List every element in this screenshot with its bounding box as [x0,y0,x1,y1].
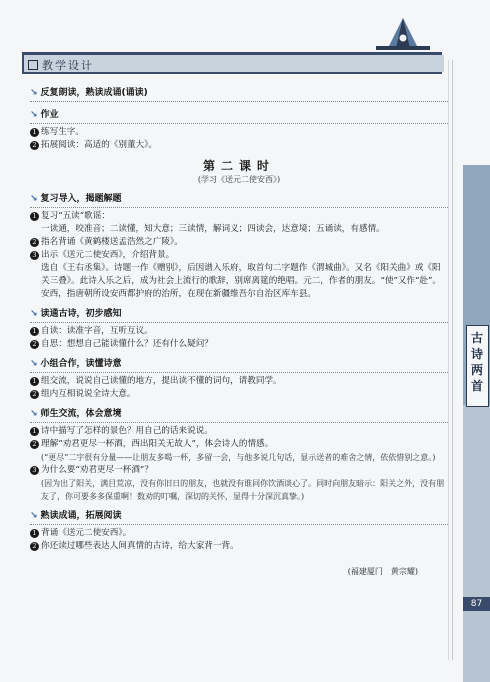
lesson-title: 第二课时 [202,159,275,173]
square-icon [28,60,38,70]
margin-line-inner [448,60,449,660]
list-item [30,425,448,438]
section-title-text: 师生交流，体会意境 [40,409,122,419]
number-badge: 1 [30,427,39,436]
arrow-icon: ↘ [30,359,38,369]
lesson-subtitle: (学习《送元二使安西》) [197,175,281,184]
section-title-text: 作业 [40,110,59,120]
item-note: (“更尽”二字很有分量——让朋友多喝一杯，多留一会，与他多说几句话，显示送者的难舍之情，依依惜别之意。) [41,453,436,462]
number-badge: 3 [30,251,39,260]
margin-line [452,60,453,660]
section-recite [30,510,448,553]
item-text: 背诵《送元二使安西》。 [41,528,132,538]
page-number: 87 [463,597,490,611]
section-title [30,308,448,323]
list-item [30,210,448,223]
arrow-icon: ↘ [30,194,38,204]
item-body: 一读通，咬准音；二读懂，知大意；三读情，解词义；四读会，达意境；五诵读，有感情。 [41,224,385,234]
section-discussion [30,408,448,503]
item-text: 出示《送元二使安西》，介绍背景。 [41,250,175,260]
section-title [30,193,448,208]
list-item [30,527,448,540]
item-text: 组交流，说说自己读懂的地方，提出读不懂的词句，请教同学。 [41,376,282,386]
item-text: 复习“五读”歌谣： [41,211,110,221]
number-badge: 2 [30,141,39,150]
item-note: (因为出了阳关，满目荒凉，没有你旧日的朋友，也就没有谁同你饮酒谈心了。同时向朋友暗示：阳关之外，没有朋友了，你可要多多保重啊！数劝的叮嘱，深切的关怀，显得十分深沉真挚。) [41,479,445,501]
list-item [30,236,448,249]
section-title [30,408,448,423]
main-content [30,80,448,578]
arrow-icon: ↘ [30,511,38,521]
section-read-through [30,308,448,351]
section-review [30,193,448,301]
section-title [30,109,448,124]
item-text: 组内互相说说全诗大意。 [41,389,136,399]
list-item [30,139,448,152]
arrow-icon: ↘ [30,110,38,120]
number-badge: 2 [30,542,39,551]
arrow-icon: ↘ [30,88,38,98]
side-strip-lower [463,405,490,682]
item-text: 理解“劝君更尽一杯酒，西出阳关无故人”，体会诗人的情感。 [41,439,274,449]
number-badge: 2 [30,390,39,399]
number-badge: 2 [30,340,39,349]
section-group [30,358,448,401]
section-title [30,510,448,525]
number-badge: 1 [30,327,39,336]
header-title [28,57,94,73]
brand-logo-icon [368,14,438,54]
list-item [30,464,448,477]
list-item [30,126,448,139]
number-badge: 1 [30,212,39,221]
list-item [30,438,448,451]
section-title-text: 小组合作，读懂诗意 [40,359,122,369]
arrow-icon: ↘ [30,409,38,419]
side-label: 古诗两首 [470,331,483,393]
number-badge: 2 [30,238,39,247]
number-badge: 1 [30,377,39,386]
number-badge: 2 [30,440,39,449]
section-title-text: 复习导入，揭题解题 [40,194,122,204]
list-item [30,388,448,401]
number-badge: 1 [30,529,39,538]
number-badge: 1 [30,128,39,137]
item-text: 指名背诵《黄鹤楼送孟浩然之广陵》。 [41,237,183,247]
item-text: 拓展阅读：高适的《别董大》。 [41,140,158,150]
list-item [30,249,448,262]
section-title [30,87,448,102]
header-title-text: 教学设计 [42,59,94,72]
author-signature: (福建厦门 黄宗耀) [347,567,418,576]
list-item [30,325,448,338]
item-text: 练写生字。 [41,127,84,137]
list-item [30,375,448,388]
item-text: 你还读过哪些表达人间真情的古诗，给大家背一背。 [41,541,239,551]
item-text: 自读：读准字音，互听互议。 [41,326,153,336]
section-reading [30,87,448,102]
number-badge: 3 [30,466,39,475]
item-text: 诗中描写了怎样的景色？用自己的话来说说。 [41,426,213,436]
item-text: 自思：想想自己能读懂什么？还有什么疑问？ [41,339,213,349]
section-title-text: 读通古诗，初步感知 [40,309,122,319]
section-title-text: 熟读成诵，拓展阅读 [40,511,122,521]
list-item [30,540,448,553]
item-text: 为什么要“劝君更尽一杯酒”？ [41,465,153,475]
item-body: 选自《王右丞集》。诗题一作《赠别》，后因谱入乐府，取首句二字题作《渭城曲》。又名《阳关曲》或《阳关三叠》。此诗入乐之后，成为社会上流行的歌辞，别席离筵的绝唱。元二，作者的朋友。“使”又作“赴”。安西，指唐朝所设安西都护府的治所，在现在新疆维吾尔自治区库车县。 [41,263,441,299]
section-title [30,358,448,373]
list-item [30,338,448,351]
section-homework [30,109,448,152]
section-title-text: 反复朗读，熟读成诵(诵读) [40,88,148,98]
arrow-icon: ↘ [30,309,38,319]
